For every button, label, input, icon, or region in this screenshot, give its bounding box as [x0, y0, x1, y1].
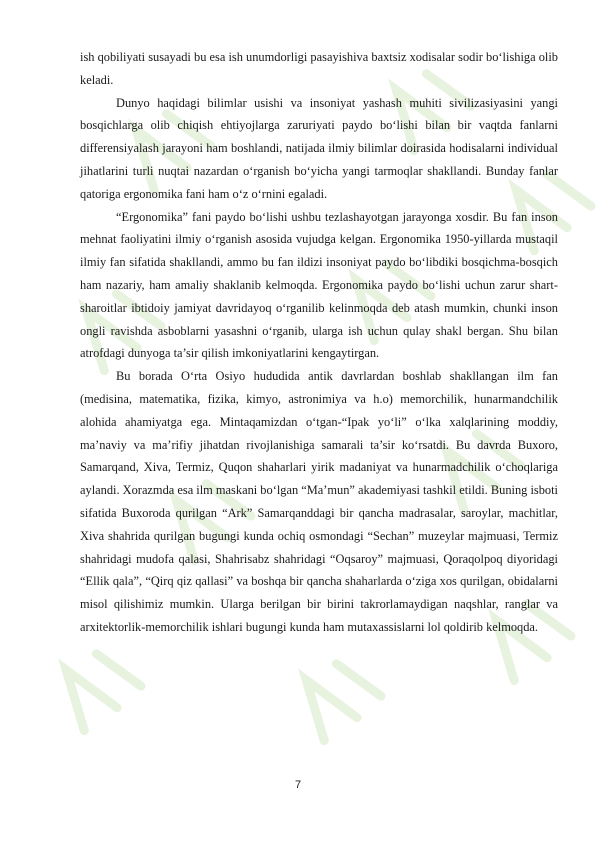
paragraph-1: ish qobiliyati susayadi bu esa ish unumdorligi pasayishiva baxtsiz xodisalar sodir bo‘lishiga olib keladi.	[80, 50, 558, 87]
paragraph-4: Bu borada O‘rta Osiyo hududida antik davrlardan boshlab shakllangan ilm fan (medisina, matematika, fizika, kimyo, astronimiya va h.o) memorchilik, hunarmandchilik alohida ahamiyatga ega. Mintaqamizdan o‘tgan-“Ipak yo‘li” o‘lka xalqlarining moddiy, ma’naviy va ma’rifiy jihatdan rivojlanishiga samarali ta’sir ko‘rsatdi. Bu davrda Buxoro, Samarqand, Xiva, Termiz, Quqon shaharlari yirik madaniyat va hunarmadchilik o‘choqlariga aylandi. Xorazmda esa ilm maskani bo‘lgan “Ma’mun” akademiyasi tashkil etildi. Buning isboti sifatida Buxoroda qurilgan “Ark” Samarqanddagi bir qancha madrasalar, saroylar, machitlar, Xiva shahrida qurilgan bugungi kunda ochiq osmondagi “Sechan” muzeylar majmuasi, Termiz shahridagi mudofa qalasi, Shahrisabz shahridagi “Oqsaroy” majmuasi, Qoraqolpoq diyoridagi “Ellik qala”, “Qirq qiz qallasi” va boshqa bir qancha shaharlarda o‘ziga xos qurilgan, obidalarni misol qilishimiz mumkin. Ularga berilgan bir birini takrorlamaydigan naqshlar, ranglar va arxitektorlik-memorchilik ishlari bugungi kunda ham mutaxassislarni lol qoldirib kelmoqda.	[80, 369, 558, 634]
document-body	[80, 46, 558, 639]
paragraph-3: “Ergonomika” fani paydo bo‘lishi ushbu tezlashayotgan jarayonga xosdir. Bu fan inson mehnat faoliyatini ilmiy o‘rganish asosida vujudga kelgan. Ergonomika 1950-yillarda mustaqil ilmiy fan sifatida shakllandi, ammo bu fan ildizi insoniyat paydo bo‘libdiki bosqichma-bosqich ham nazariy, ham amaliy shaklanib kelmoqda. Ergonomika paydo bo‘lishi uchun zarur shart-sharoitlar ibtidoiy jamiyat davridayoq o‘rganilib kelinmoqda deb atash mumkin, chunki inson ongli ravishda asboblarni yasashni o‘rganib, ularga ish uchun qulay shakl bergan. Shu bilan atrofdagi dunyoga ta’sir qilish imkoniyatlarini kengaytirgan.	[80, 209, 558, 361]
watermark-mark	[290, 650, 383, 740]
watermark-mark	[50, 640, 143, 730]
page-number: 7	[294, 779, 302, 791]
paragraph-2: Dunyo haqidagi bilimlar usishi va insoniyat yashash muhiti sivilizasiyasini yangi bosqichlarga olib chiqish ehtiyojlarga zaruriyati paydo bo‘lishi bilan bir vaqtda fanlarni differensiyalash jarayoni ham boshlandi, natijada ilmiy bilimlar doirasida hodisalarni individual jihatlarini turli nuqtai nazardan o‘rganish bo‘yicha yangi tarmoqlar shakllandi. Bunday fanlar qatoriga ergonomika fani ham o‘z o‘rnini egaladi.	[80, 95, 558, 201]
